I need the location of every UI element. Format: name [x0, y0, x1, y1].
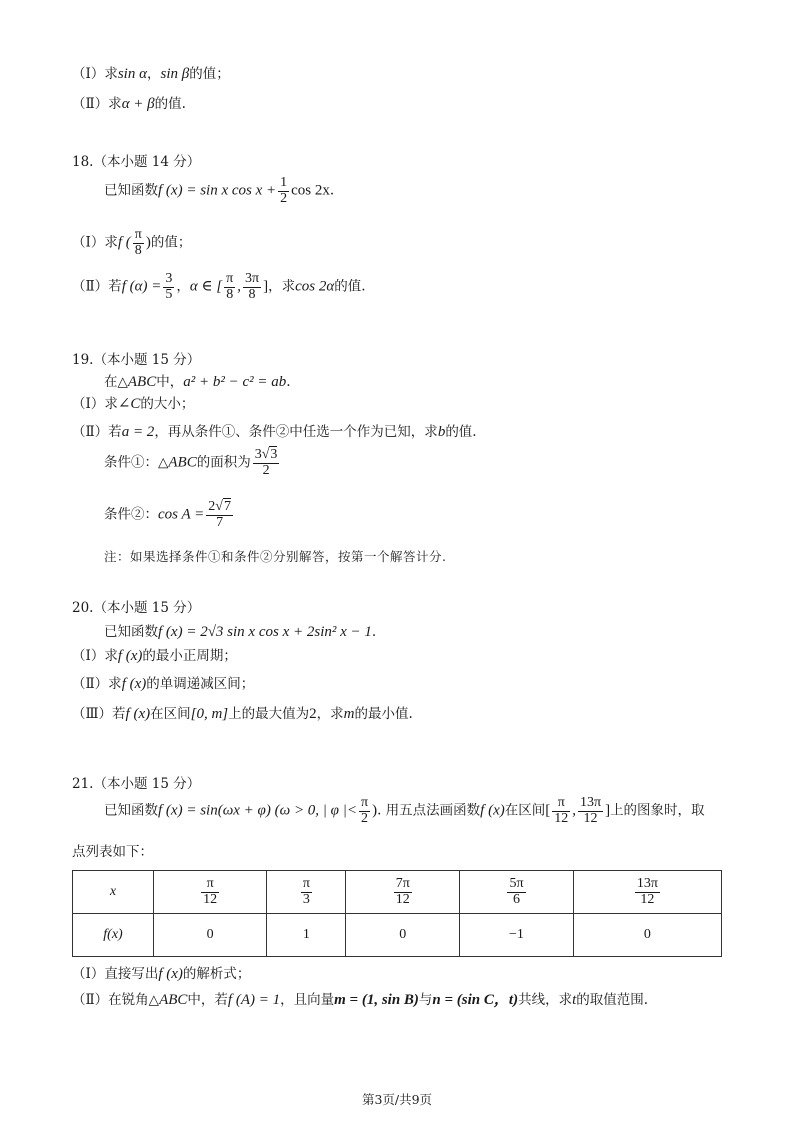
- q18-p2-mid: ，: [176, 278, 190, 295]
- q18-p2-frac2: [243, 272, 261, 302]
- q20-stem-end: .: [371, 624, 377, 640]
- q21-p2-vector-n: n = (sin C，t): [432, 992, 519, 1008]
- q21-stem-f: f (x): [480, 802, 505, 819]
- table-cell: [267, 871, 346, 914]
- q19-p1-expr: ∠C: [117, 396, 141, 412]
- q18-p2-comma: ,: [237, 278, 241, 295]
- q18-header: 18.（本小题 14 分）: [72, 154, 201, 170]
- q20-part2: [72, 672, 254, 693]
- q21-stem-frac2: [578, 796, 603, 826]
- q17-p2-prefix: （Ⅱ）求: [72, 96, 122, 112]
- q18-p2-in: α ∈ [: [189, 278, 223, 295]
- frac-num: π: [552, 796, 570, 812]
- q21-p2-tri: ABC: [159, 992, 188, 1008]
- q21-stem-tail: 上的图象时，取: [610, 802, 705, 819]
- q18-p2-close: ]: [263, 278, 269, 295]
- frac-num: π: [360, 795, 369, 810]
- table-row: [73, 914, 722, 957]
- q18-stem-expr: f (x) = sin x cos x +: [158, 182, 277, 199]
- table-cell: [346, 871, 460, 914]
- frac-den: 12: [203, 891, 218, 907]
- q17-p1-sep: ，: [146, 66, 161, 82]
- page-footer: 第3页/共9页: [361, 1092, 433, 1107]
- q19-c1-prefix: 条件①：△: [104, 454, 169, 471]
- q20-p3-var: m: [343, 706, 355, 722]
- q19-stem-mid: 中，: [156, 374, 184, 390]
- q18-p1-frac: [133, 228, 144, 258]
- radicand: 3: [270, 447, 278, 462]
- frac-den: 7: [216, 514, 224, 530]
- q17-p1-suffix: 的值；: [189, 66, 230, 82]
- frac-num: 3: [165, 271, 173, 286]
- q20-stem: [104, 620, 376, 641]
- q21-p2-mid3: 共线，求: [518, 992, 573, 1008]
- q20-p3-mid3: ，求: [316, 706, 344, 722]
- q21-stem-open: [: [545, 802, 551, 819]
- frac-num: π: [201, 877, 219, 893]
- frac-num: 5π: [509, 875, 524, 891]
- q19-p2-expr: a = 2: [121, 424, 155, 440]
- q18-stem-prefix: 已知函数: [104, 182, 158, 199]
- radical-coef: 3: [254, 447, 262, 462]
- q18-part1: [72, 228, 191, 258]
- q21-p1-prefix: （Ⅰ）直接写出: [72, 966, 159, 982]
- q19-part1: [72, 392, 194, 413]
- q19-p1-suffix: 的大小；: [140, 396, 195, 412]
- q21-p2-mid: 中，若: [187, 992, 228, 1008]
- q21-stem: [104, 796, 705, 826]
- table-header-x: x: [73, 871, 154, 914]
- q19-c1-mid: 的面积为: [196, 454, 251, 471]
- frac-den: 8: [134, 242, 142, 258]
- frac-den: 5: [165, 286, 173, 302]
- q20-p1-prefix: （Ⅰ）求: [72, 648, 118, 664]
- q20-p2-expr: f (x): [121, 676, 147, 692]
- table-cell: [460, 871, 574, 914]
- frac-den: 12: [583, 810, 598, 826]
- q21-part2: [72, 988, 648, 1009]
- q20-stem-prefix: 已知函数: [104, 624, 158, 640]
- table-cell: −1: [460, 914, 574, 957]
- q19-p2-suffix: 的值.: [445, 424, 477, 440]
- q18-stem-end: .: [329, 182, 335, 199]
- q18-p1-suffix: 的值；: [150, 234, 192, 251]
- q20-part3: [72, 702, 413, 723]
- q21-p2-eq: f (A) = 1: [227, 992, 281, 1008]
- q17-part2: [72, 92, 186, 113]
- q21-stem-line2: 点列表如下：: [72, 844, 153, 860]
- table-header-fx: f(x): [73, 914, 154, 957]
- q18-stem-frac: [278, 176, 289, 206]
- q21-stem-expr: f (x) = sin(ωx + φ) (ω > 0, | φ |<: [158, 802, 357, 819]
- q19-p1-prefix: （Ⅰ）求: [72, 396, 118, 412]
- table-cell: 1: [267, 914, 346, 957]
- table-row: [73, 871, 722, 914]
- q19-c1-tri: ABC: [168, 454, 197, 471]
- frac-num: 3√3: [254, 447, 278, 462]
- frac-num: 7π: [395, 875, 410, 891]
- q21-p1-expr: f (x): [158, 966, 183, 982]
- frac-num: π: [302, 875, 310, 891]
- q20-p2-suffix: 的单调递减区间；: [146, 676, 255, 692]
- frac-den: 8: [226, 286, 234, 302]
- frac-den: 12: [554, 810, 569, 826]
- q19-header: 19.（本小题 15 分）: [72, 352, 201, 368]
- five-point-table: [72, 870, 722, 957]
- q19-condition1: [104, 448, 281, 478]
- q19-c2-frac: [206, 500, 233, 530]
- frac-den: 12: [395, 891, 410, 907]
- q20-header: 20.（本小题 15 分）: [72, 600, 201, 616]
- q21-p2-mid2: ，且向量: [280, 992, 335, 1008]
- q19-condition2: [104, 500, 235, 530]
- q21-p2-with: 与: [418, 992, 433, 1008]
- frac-den: 2: [361, 810, 369, 826]
- frac-num: π: [226, 271, 234, 286]
- q18-p2-target: cos 2α: [295, 278, 335, 295]
- radicand: 7: [223, 499, 231, 514]
- q18-p2-frac: [163, 272, 174, 302]
- q21-stem-close: ): [372, 802, 378, 819]
- q18-p2-frac1: [224, 272, 235, 302]
- q17-p2-suffix: 的值.: [154, 96, 186, 112]
- q20-p1-suffix: 的最小正周期；: [142, 648, 237, 664]
- q20-part1: [72, 644, 237, 665]
- radical-coef: 2: [208, 499, 216, 514]
- q18-p1-prefix: （Ⅰ）求: [72, 234, 118, 251]
- q19-c2-expr: cos A =: [158, 506, 205, 523]
- frac-num: 13π: [636, 875, 658, 891]
- q18-p2-suffix: 的值.: [334, 278, 366, 295]
- q18-p2-prefix: （Ⅱ）若: [72, 278, 122, 295]
- q20-p3-interval: [0, m]: [190, 706, 229, 722]
- q19-part2: [72, 420, 477, 441]
- q21-stem-mid: . 用五点法画函数: [377, 802, 481, 819]
- q21-p2-prefix: （Ⅱ）在锐角△: [72, 992, 160, 1008]
- q18-p1-close: ): [145, 234, 151, 251]
- q21-stem-comma: ,: [572, 802, 576, 819]
- q19-c1-frac: [253, 448, 280, 478]
- table-cell: 0: [573, 914, 721, 957]
- frac-den: 12: [640, 891, 655, 907]
- q19-p2-prefix: （Ⅱ）若: [72, 424, 122, 440]
- q19-p2-mid: ，再从条件①、条件②中任选一个作为已知，求: [154, 424, 438, 440]
- q21-part1: [72, 962, 250, 983]
- q17-p1-expr-b: sin β: [160, 66, 190, 82]
- q21-header: 21.（本小题 15 分）: [72, 776, 201, 792]
- frac-num: π: [134, 227, 142, 242]
- q19-stem-eq: a² + b² − c² = ab: [183, 374, 287, 390]
- frac-den: 2: [280, 190, 288, 206]
- frac-num: 1: [280, 175, 288, 190]
- frac-num: 2√7: [208, 499, 231, 514]
- frac-den: 6: [512, 891, 520, 907]
- q20-p1-expr: f (x): [117, 648, 143, 664]
- q19-p2-var: b: [437, 424, 446, 440]
- q19-note: 注：如果选择条件①和条件②分别解答，按第一个解答计分.: [104, 549, 447, 564]
- q21-stem-close2: ]: [605, 802, 611, 819]
- frac-den: 8: [248, 286, 256, 302]
- q17-p2-expr: α + β: [121, 96, 155, 112]
- q20-p3-val: 2: [309, 706, 317, 722]
- q21-stem-mid2: 在区间: [504, 802, 546, 819]
- q18-stem: [104, 176, 334, 206]
- q21-stem-prefix: 已知函数: [104, 802, 158, 819]
- q18-p2-ask: ，求: [268, 278, 296, 295]
- table-cell: 0: [346, 914, 460, 957]
- q18-stem-tail: cos 2x: [291, 182, 330, 199]
- q17-p1-prefix: （Ⅰ）求: [72, 66, 118, 82]
- q19-stem-tri: ABC: [127, 374, 157, 390]
- q18-p1-f: f (: [117, 234, 131, 251]
- q21-p2-suffix: 的取值范围.: [576, 992, 649, 1008]
- q19-stem-prefix: 在△: [104, 374, 128, 390]
- frac-den: 3: [302, 891, 310, 907]
- table-cell: 0: [154, 914, 267, 957]
- q21-p1-suffix: 的解析式；: [182, 966, 251, 982]
- q20-p3-mid2: 上的最大值为: [228, 706, 310, 722]
- q19-stem-end: .: [286, 374, 291, 390]
- table-cell: [154, 871, 267, 914]
- q21-p2-var: t: [572, 992, 577, 1008]
- frac-num: 3π: [245, 271, 260, 286]
- q19-c2-prefix: 条件②：: [104, 506, 158, 523]
- q20-p3-expr: f (x): [125, 706, 151, 722]
- q20-p3-prefix: （Ⅲ）若: [72, 706, 126, 722]
- q21-stem-frac1: [552, 796, 570, 826]
- q17-part1: [72, 62, 230, 83]
- table-cell: [573, 871, 721, 914]
- q20-p3-suffix: 的最小值.: [354, 706, 413, 722]
- frac-den: 2: [262, 462, 270, 478]
- frac-num: 13π: [579, 795, 602, 810]
- q19-stem: [104, 370, 291, 391]
- q18-part2: [72, 272, 366, 302]
- q21-stem-frac: [359, 796, 370, 826]
- q20-stem-expr: f (x) = 2√3 sin x cos x + 2sin² x − 1: [158, 624, 372, 640]
- q20-p3-mid1: 在区间: [150, 706, 191, 722]
- q17-p1-expr-a: sin α: [117, 66, 147, 82]
- q21-p2-vector-m: m = (1, sin B): [334, 992, 419, 1008]
- q18-p2-expr: f (α) =: [121, 278, 162, 295]
- q20-p2-prefix: （Ⅱ）求: [72, 676, 122, 692]
